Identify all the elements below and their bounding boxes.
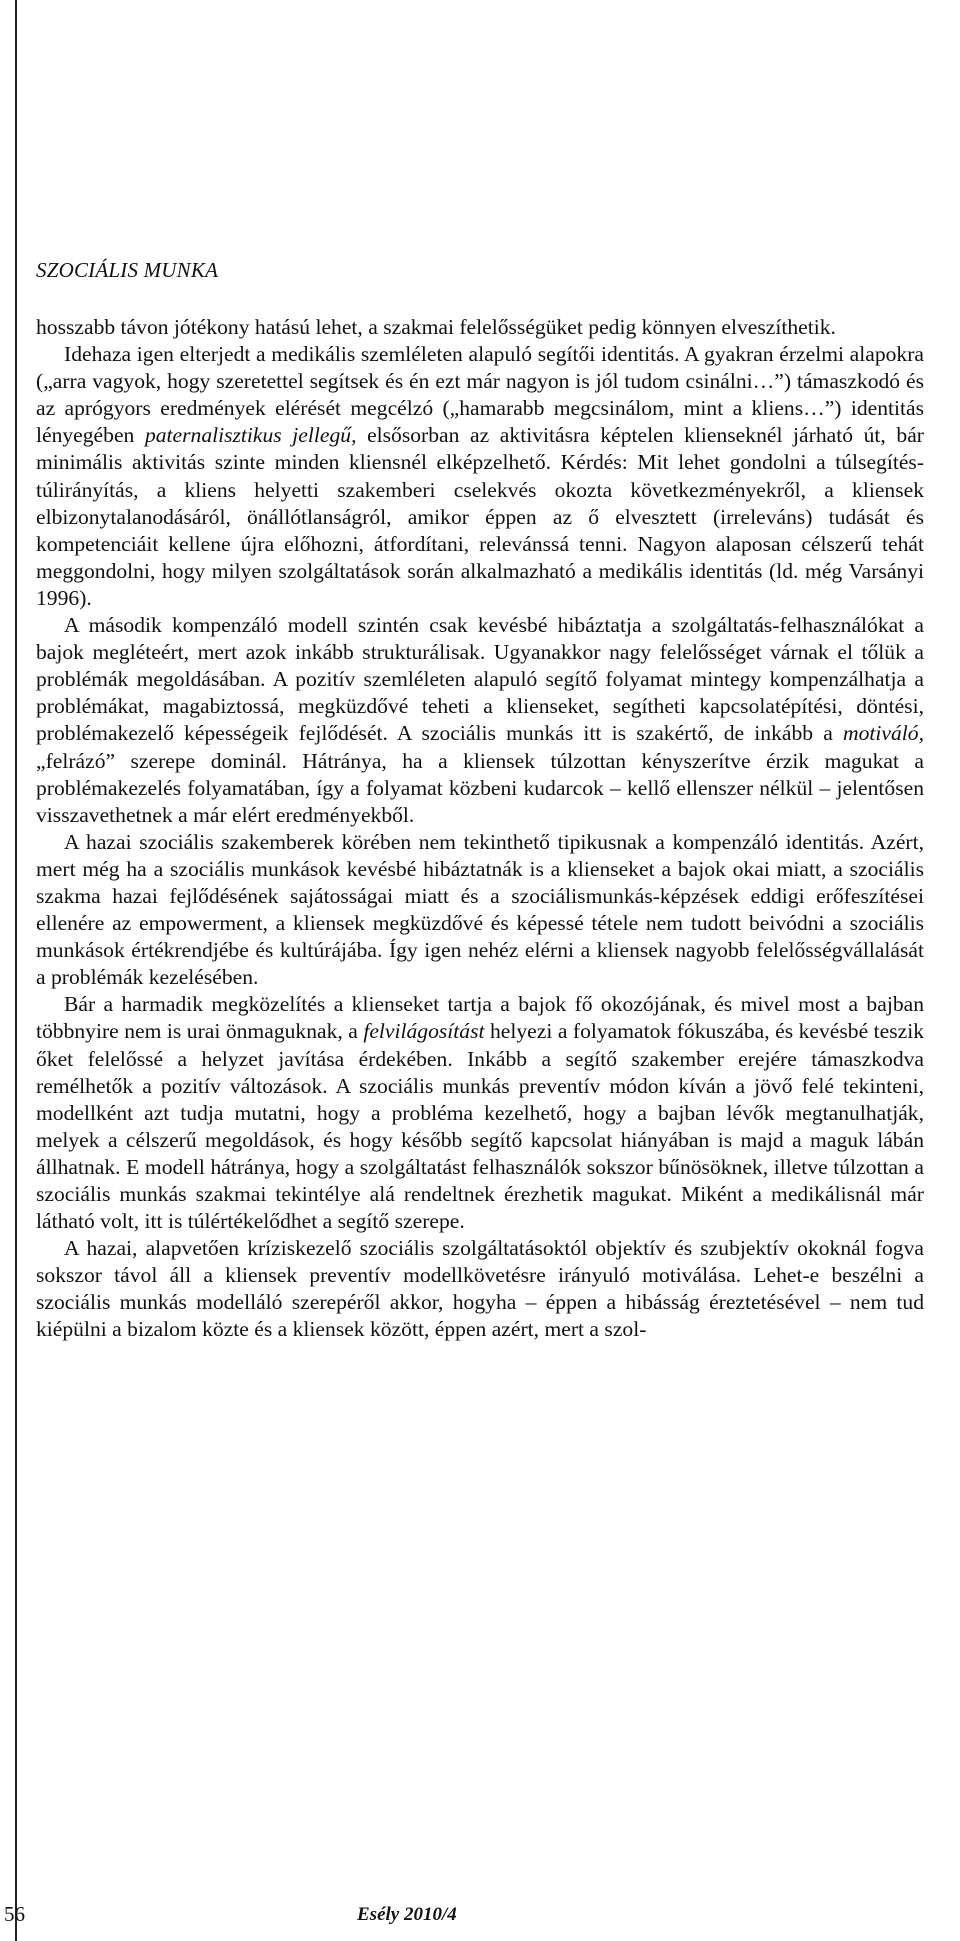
italic-emphasis: motiváló, [843, 721, 924, 746]
text-run: Bár a harmadik megközelítés a klienseket tartja a bajok fő okozójának, és mivel most a bajban többnyire nem is urai önmaguknak, a [36, 992, 924, 1044]
paragraph [36, 612, 924, 829]
paragraph [36, 341, 924, 612]
text-run: Idehaza igen elterjedt a medikális szemléleten alapuló segítői identitás. A gyakran érzelmi alapokra („arra vagyok, hogy szeretettel segítsek és én ezt már nagyon is jól tudom csinálni…”) támaszkodó és az aprógyors eredmények elérését megcélzó („hamarabb megcsinálom, mint a kliens…”) identitás lényegében [36, 342, 924, 448]
text-run: A második kompenzáló modell szintén csak kevésbé hibáztatja a szolgáltatás-felhasználókat a bajok megléteért, mert azok inkább strukturálisak. Ugyanakkor nagy felelősséget várnak el tőlük a problémák megoldásában. A pozitív szemléleten alapuló segítő folyamat mintegy kompenzálhatja a problémákat, magabiztossá, megküzdővé teheti a klienseket, segítheti kapcsolatépítési, döntési, problémakezelő képességeik fejlődését. A szociális munkás itt is szakértő, de inkább a [36, 613, 924, 746]
text-run: hosszabb távon jótékony hatású lehet, a szakmai felelősségüket pedig könnyen elveszíthetik. [36, 315, 836, 339]
paragraph [36, 991, 924, 1235]
text-run: „felrázó” szerepe dominál. Hátránya, ha a kliensek túlzottan kényszerítve érzik magukat a problémakezelés folyamatában, így a folyamat közbeni kudarcok – kellő ellenszer nélkül – jelentősen visszavethetnek a már elért eredményekből. [36, 748, 924, 827]
italic-emphasis: paternalisztikus jellegű, [144, 423, 357, 448]
paragraph [36, 829, 924, 992]
page-margin-rule [15, 0, 17, 1941]
journal-footer: Esély 2010/4 [357, 1904, 457, 1925]
text-run: A hazai, alapvetően kríziskezelő szociális szolgáltatásoktól objektív és szubjektív okoknál fogva sokszor távol áll a kliensek preventív modellkövetésre irányuló motiválása. Lehet-e beszélni a szociális munkás modelláló szerepéről akkor, hogyha – éppen a hibásság éreztetésével – nem tud kiépülni a bizalom közte és a kliensek között, éppen azért, mert a szol- [36, 1236, 924, 1342]
text-run: helyezi a folyamatok fókuszába, és kevésbé teszik őket felelőssé a helyzet javítása érdekében. Inkább a segítő szakember erejére támaszkodva remélhetők a pozitív változások. A szociális munkás preventív módon kíván a jövő felé tekinteni, modellként azt tudja mutatni, hogy a probléma kezelhető, hogy a bajban lévők megtanulhatják, melyek a célszerű megoldások, és hogy később segítő kapcsolat hiányában is majd a maguk lábán állhatnak. E modell hátránya, hogy a szolgáltatást felhasználók sokszor bűnösöknek, illetve túlzottan a szociális munkás szakmai tekintélye alá rendeltnek érezhetik magukat. Miként a medikálisnál már látható volt, itt is túlértékelődhet a segítő szerepe. [36, 1019, 925, 1234]
text-run: A hazai szociális szakemberek körében nem tekinthető tipikusnak a kompenzáló identitás. Azért, mert még ha a szociális munkások kevésbé hibáztatnák is a klienseket a bajok okai miatt, a szociális szakma hazai fejlődésének sajátosságai miatt és a szociálismunkás-képzések eddigi erőfeszítései ellenére az empowerment, a kliensek megküzdővé és képessé tétele nem tudott beivódni a szociális munkások értékrendjébe és kultúrájába. Így igen nehéz elérni a kliensek nagyobb felelősségvállalását a problémák kezelésében. [36, 829, 924, 990]
page-number: 56 [4, 1902, 25, 1926]
running-header: SZOCIÁLIS MUNKA [36, 258, 219, 282]
article-body [36, 314, 924, 1344]
text-run: elsősorban az aktivitásra képtelen klienseknél járható út, bár minimális aktivitás szinte minden kliensnél elképzelhető. Kérdés: Mit lehet gondolni a túlsegítés-túlirányítás, a kliens helyetti szakemberi cselekvés okozta következményekről, a kliensek elbizonytalanodásáról, önállótlanságról, amikor éppen az ő elvesztett (irreleváns) tudását és kompetenciáit kellene újra előhozni, átfordítani, relevánssá tenni. Nagyon alaposan célszerű tehát meggondolni, hogy milyen szolgáltatások során alkalmazható a medikális identitás (ld. még Varsányi 1996). [36, 423, 924, 610]
paragraph [36, 314, 924, 341]
paragraph [36, 1235, 924, 1343]
italic-emphasis: felvilágosítást [363, 1019, 485, 1044]
